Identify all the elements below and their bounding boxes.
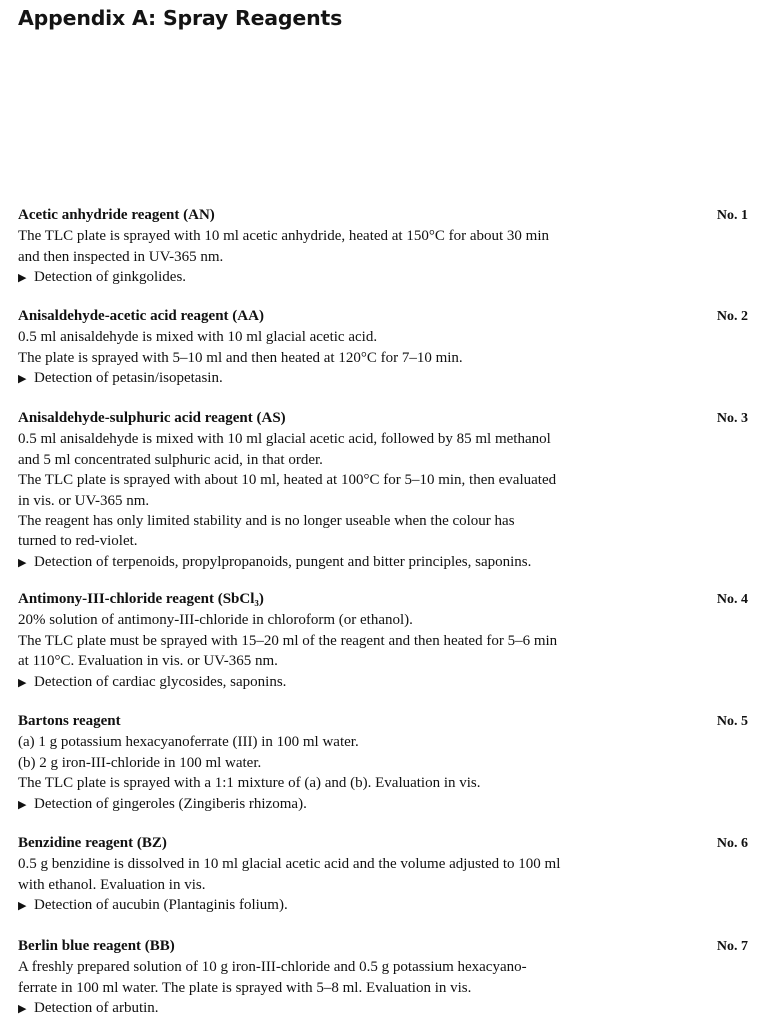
reagent-title: Berlin blue reagent (BB) — [18, 938, 175, 954]
reagent-text-line: 0.5 ml anisaldehyde is mixed with 10 ml glacial acetic acid, followed by 85 ml methanol — [18, 431, 551, 448]
reagent-list — [18, 205, 750, 1020]
reagent-text-line: and 5 ml concentrated sulphuric acid, in that order. — [18, 451, 323, 468]
detection-text: Detection of ginkgolides. — [34, 269, 187, 286]
detection-line — [18, 895, 750, 916]
detection-text: Detection of gingeroles (Zingiberis rhizoma). — [34, 795, 307, 812]
detection-line — [18, 794, 750, 815]
triangle-bullet-icon: ▶ — [18, 272, 27, 285]
reagent-entry-bb — [18, 936, 750, 1020]
reagent-title: Anisaldehyde-acetic acid reagent (AA) — [18, 308, 264, 324]
triangle-bullet-icon: ▶ — [18, 676, 27, 689]
reagent-text-line: The TLC plate is sprayed with a 1:1 mixture of (a) and (b). Evaluation in vis. — [18, 775, 481, 792]
detection-text: Detection of aucubin (Plantaginis folium). — [34, 897, 288, 914]
reagent-text-line: (a) 1 g potassium hexacyanoferrate (III) in 100 ml water. — [18, 734, 359, 751]
entry-header — [18, 936, 750, 957]
triangle-bullet-icon: ▶ — [18, 798, 27, 811]
triangle-bullet-icon: ▶ — [18, 373, 27, 386]
entry-header — [18, 833, 750, 854]
reagent-number: No. 1 — [716, 208, 748, 223]
reagent-title: Anisaldehyde-sulphuric acid reagent (AS) — [18, 410, 286, 426]
reagent-text-line: turned to red-violet. — [18, 533, 138, 550]
reagent-number: No. 4 — [716, 592, 748, 607]
detection-line — [18, 672, 750, 693]
reagent-entry-as — [18, 408, 750, 589]
reagent-text-line: 0.5 g benzidine is dissolved in 10 ml glacial acetic acid and the volume adjusted to 100 ml — [18, 856, 561, 873]
triangle-bullet-icon: ▶ — [18, 556, 27, 569]
reagent-text-line: 20% solution of antimony-III-chloride in chloroform (or ethanol). — [18, 612, 413, 629]
triangle-bullet-icon: ▶ — [18, 900, 27, 913]
reagent-title: Antimony-III-chloride reagent (SbCl₃) — [18, 591, 264, 607]
detection-text: Detection of arbutin. — [34, 1000, 159, 1017]
page-title: Appendix A: Spray Reagents — [18, 6, 343, 30]
entry-header — [18, 408, 750, 429]
reagent-text-line: with ethanol. Evaluation in vis. — [18, 876, 206, 893]
reagent-number: No. 5 — [716, 714, 748, 729]
reagent-text-line: at 110°C. Evaluation in vis. or UV-365 nm. — [18, 653, 278, 670]
reagent-entry-sbcl3 — [18, 589, 750, 711]
detection-text: Detection of petasin/isopetasin. — [34, 370, 223, 387]
entry-header — [18, 306, 750, 327]
reagent-text-line: The plate is sprayed with 5–10 ml and then heated at 120°C for 7–10 min. — [18, 349, 463, 366]
reagent-text-line: A freshly prepared solution of 10 g iron-III-chloride and 0.5 g potassium hexacyano- — [18, 959, 527, 976]
reagent-text-line: The TLC plate is sprayed with about 10 ml, heated at 100°C for 5–10 min, then evaluated — [18, 472, 557, 489]
reagent-title: Benzidine reagent (BZ) — [18, 835, 167, 851]
reagent-text-line: The TLC plate must be sprayed with 15–20 ml of the reagent and then heated for 5–6 min — [18, 632, 558, 649]
detection-line — [18, 998, 750, 1019]
entry-header — [18, 711, 750, 732]
reagent-number: No. 7 — [716, 939, 748, 954]
reagent-title: Bartons reagent — [18, 713, 121, 729]
reagent-entry-bartons — [18, 711, 750, 833]
reagent-entry-aa — [18, 306, 750, 408]
reagent-text-line: The TLC plate is sprayed with 10 ml acetic anhydride, heated at 150°C for about 30 min — [18, 228, 549, 245]
reagent-text-line: and then inspected in UV-365 nm. — [18, 248, 224, 265]
reagent-entry-bz — [18, 833, 750, 936]
reagent-text-line: The reagent has only limited stability and is no longer useable when the colour has — [18, 513, 515, 530]
reagent-text-line: (b) 2 g iron-III-chloride in 100 ml water. — [18, 754, 262, 771]
detection-text: Detection of cardiac glycosides, saponins. — [34, 673, 287, 690]
reagent-number: No. 3 — [716, 411, 748, 426]
reagent-text-line: ferrate in 100 ml water. The plate is sprayed with 5–8 ml. Evaluation in vis. — [18, 979, 472, 996]
reagent-entry-an — [18, 205, 750, 306]
reagent-number: No. 2 — [716, 309, 748, 324]
detection-line — [18, 368, 750, 389]
entry-header — [18, 589, 750, 610]
detection-line — [18, 267, 750, 288]
detection-line — [18, 552, 750, 573]
reagent-number: No. 6 — [716, 836, 748, 851]
reagent-title: Acetic anhydride reagent (AN) — [18, 207, 215, 223]
triangle-bullet-icon: ▶ — [18, 1003, 27, 1016]
reagent-text-line: in vis. or UV-365 nm. — [18, 492, 150, 509]
entry-header — [18, 205, 750, 226]
reagent-text-line: 0.5 ml anisaldehyde is mixed with 10 ml glacial acetic acid. — [18, 329, 378, 346]
detection-text: Detection of terpenoids, propylpropanoids, pungent and bitter principles, saponins. — [34, 553, 532, 570]
